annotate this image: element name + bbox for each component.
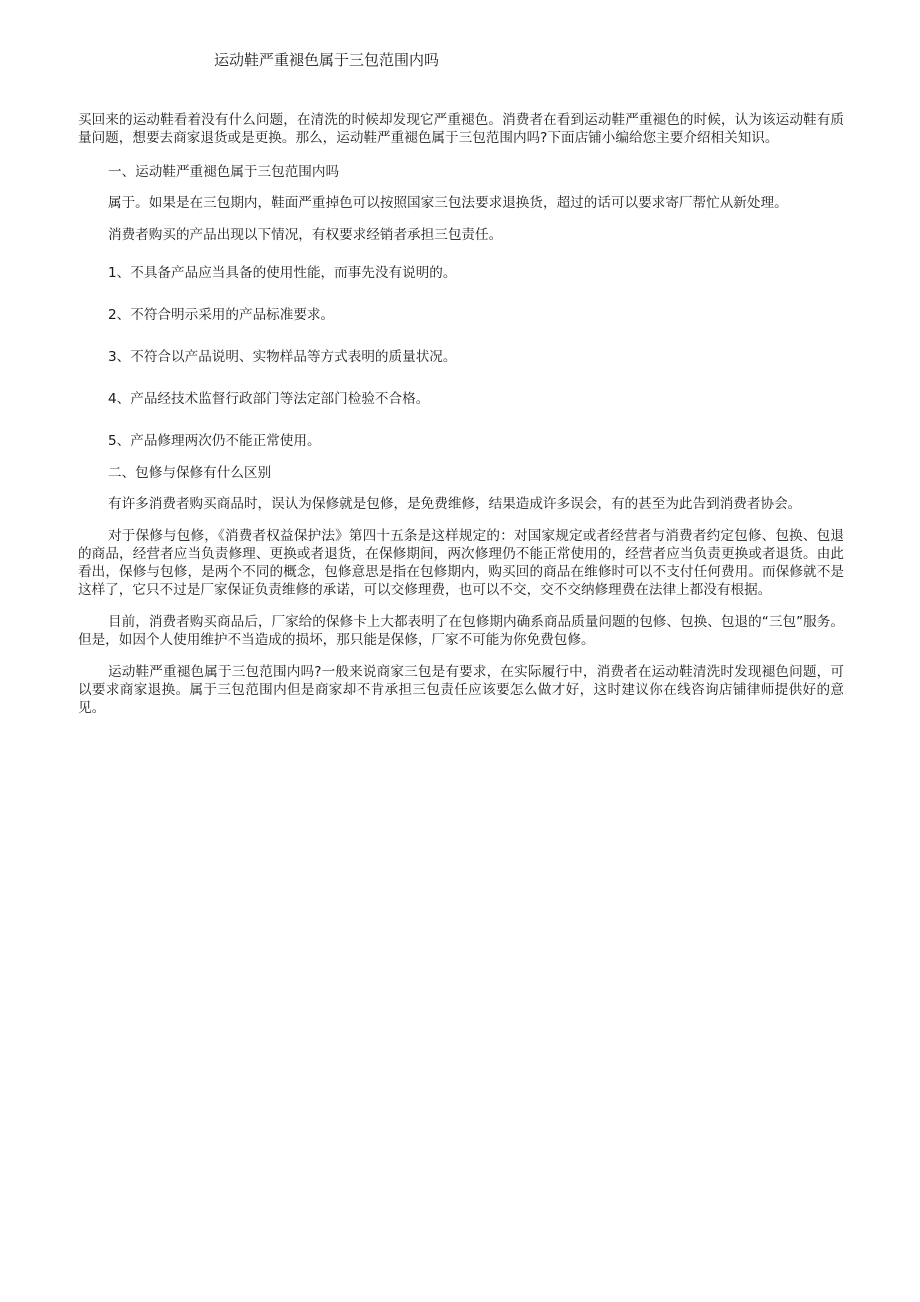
section2-paragraph-3: 目前，消费者购买商品后，厂家给的保修卡上大都表明了在包修期内确系商品质量问题的包修、包换、包退的“三包”服务。但是，如因个人使用维护不当造成的损坏，那只能是保修，厂家不可能为你免费包修。 xyxy=(78,614,844,648)
intro-paragraph: 买回来的运动鞋看着没有什么问题，在清洗的时候却发现它严重褪色。消费者在看到运动鞋严重褪色的时候，认为该运动鞋有质量问题，想要去商家退货或是更换。那么，运动鞋严重褪色属于三包范围内吗?下面店铺小编给您主要介绍相关知识。 xyxy=(78,112,844,146)
section-heading-2: 二、包修与保修有什么区别 xyxy=(108,465,272,481)
section1-answer-paragraph: 属于。如果是在三包期内，鞋面严重掉色可以按照国家三包法要求退换货，超过的话可以要求寄厂帮忙从新处理。 xyxy=(108,195,788,211)
section-heading-1: 一、运动鞋严重褪色属于三包范围内吗 xyxy=(108,164,340,180)
document-title: 运动鞋严重褪色属于三包范围内吗 xyxy=(214,51,440,69)
condition-item-4: 4、产品经技术监督行政部门等法定部门检验不合格。 xyxy=(108,391,430,407)
section1-lead-paragraph: 消费者购买的产品出现以下情况，有权要求经销者承担三包责任。 xyxy=(108,227,503,243)
section2-paragraph-1: 有许多消费者购买商品时，误认为保修就是包修，是免费维修，结果造成许多误会，有的甚至为此告到消费者协会。 xyxy=(108,496,802,512)
condition-item-1: 1、不具备产品应当具备的使用性能，而事先没有说明的。 xyxy=(108,265,457,281)
condition-item-2: 2、不符合明示采用的产品标准要求。 xyxy=(108,307,335,323)
section2-paragraph-2: 对于保修与包修，《消费者权益保护法》第四十五条是这样规定的：对国家规定或者经营者与消费者约定包修、包换、包退的商品，经营者应当负责修理、更换或者退货，在保修期间，两次修理仍不能正常使用的，经营者应当负责更换或者退货。由此看出，保修与包修，是两个不同的概念，包修意思是指在包修期内，购买回的商品在维修时可以不支付任何费用。而保修就不是这样了，它只不过是厂家保证负责维修的承诺，可以交修理费，也可以不交，交不交纳修理费在法律上都没有根据。 xyxy=(78,528,844,598)
conclusion-paragraph: 运动鞋严重褪色属于三包范围内吗?一般来说商家三包是有要求，在实际履行中，消费者在运动鞋清洗时发现褪色问题，可以要求商家退换。属于三包范围内但是商家却不肯承担三包责任应该要怎么做才好，这时建议你在线咨询店铺律师提供好的意见。 xyxy=(78,664,844,716)
condition-item-5: 5、产品修理两次仍不能正常使用。 xyxy=(108,433,321,449)
condition-item-3: 3、不符合以产品说明、实物样品等方式表明的质量状况。 xyxy=(108,349,457,365)
article-body xyxy=(78,111,844,731)
